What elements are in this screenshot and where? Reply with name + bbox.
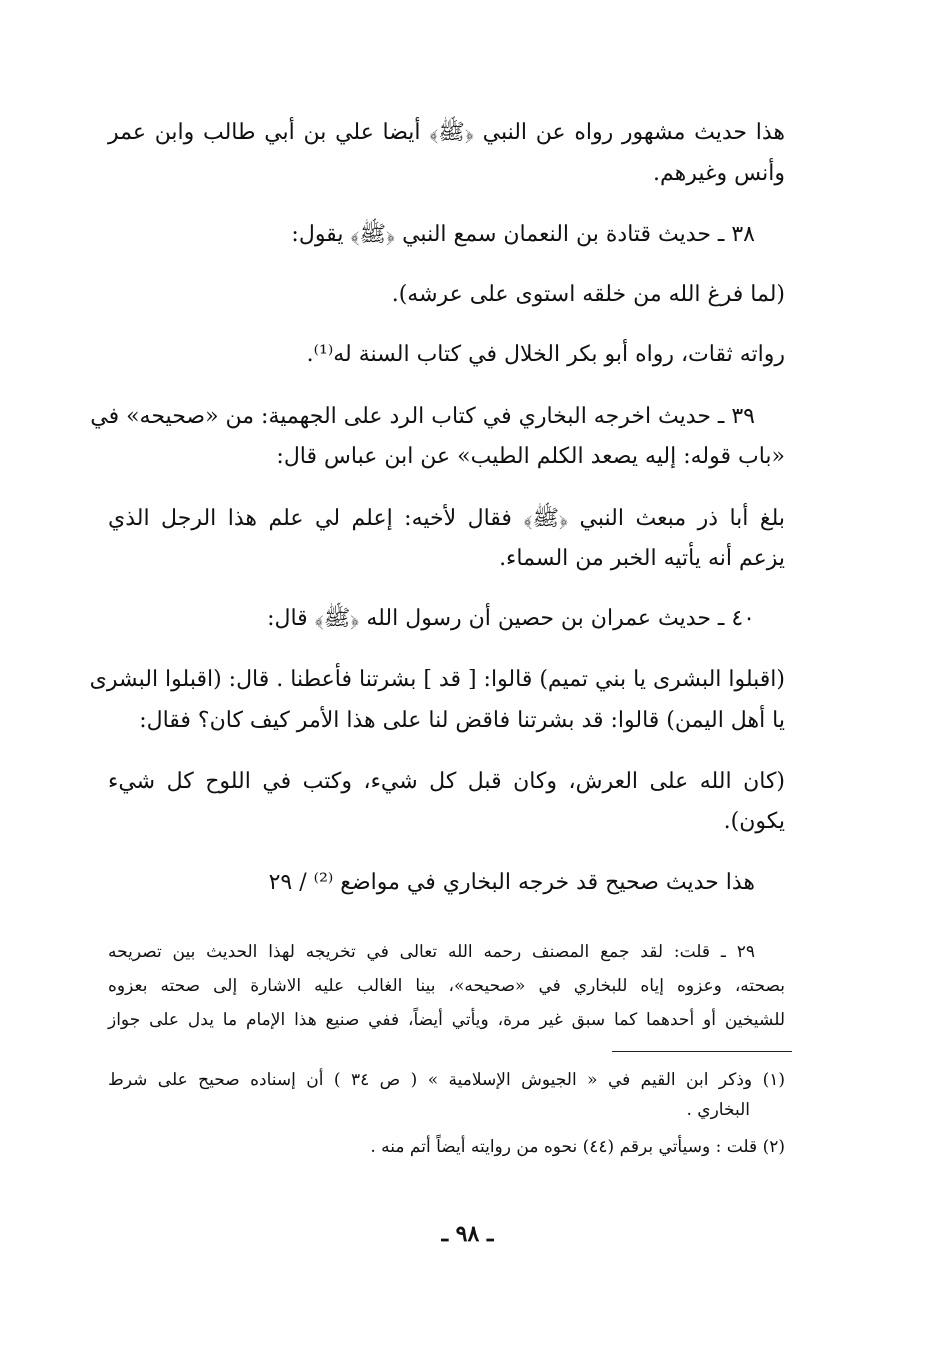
hadith-39-heading-line-2: «باب قوله: إليه يصعد الكلم الطيب» عن ابن عباس قال: — [276, 444, 785, 469]
hadith-40-text-line-4: يكون). — [723, 809, 785, 834]
commentary-line-2: بصحته، وعزوه إياه للبخاري في «صحيحه»، بينا الغالب عليه الاشارة إلى صحته بعزوه — [108, 976, 785, 996]
footnote-1-line-1: (١) وذكر ابن القيم في « الجيوش الإسلامية » ( ص ٣٤ ) أن إسناده صحيح على شرط — [108, 1070, 785, 1090]
paragraph-1-line-1: هذا حديث مشهور رواه عن النبي ﴿ﷺ﴾ أيضا علي بن أبي طالب وابن عمر — [108, 120, 785, 145]
hadith-40-text-line-1: (اقبلوا البشرى يا بني تميم) قالوا: [ قد ] بشرتنا فأعطنا . قال: (اقبلوا البشرى — [89, 667, 785, 692]
hadith-40-note: هذا حديث صحيح قد خرجه البخاري في مواضع ⁽²⁾ / ٢٩ — [268, 870, 755, 895]
hadith-40-text-line-3: (كان الله على العرش، وكان قبل كل شيء، وكتب في اللوح كل شيء — [108, 769, 785, 794]
page-number: ـ ٩٨ ـ — [441, 1221, 494, 1247]
commentary-line-1: ٢٩ ـ قلت: لقد جمع المصنف رحمه الله تعالى في تخريجه لهذا الحديث بين تصريحه — [108, 942, 755, 962]
hadith-38-heading: ٣٨ ـ حديث قتادة بن النعمان سمع النبي ﴿ﷺ﴾ يقول: — [291, 222, 755, 247]
commentary-line-3: للشيخين أو أحدهما كما سبق غير مرة، ويأتي أيضاً، ففي صنيع هذا الإمام ما يدل على جواز — [108, 1010, 785, 1030]
footnote-separator — [612, 1051, 792, 1052]
hadith-39-text-line-2: يزعم أنه يأتيه الخبر من السماء. — [499, 546, 785, 571]
hadith-39-text-line-1: بلغ أبا ذر مبعث النبي ﴿ﷺ﴾ فقال لأخيه: إعلم لي علم هذا الرجل الذي — [108, 506, 785, 531]
hadith-38-narration: رواته ثقات، رواه أبو بكر الخلال في كتاب السنة له⁽¹⁾. — [306, 342, 785, 367]
hadith-40-text-line-2: يا أهل اليمن) قالوا: قد بشرتنا فاقض لنا على هذا الأمر كيف كان؟ فقال: — [139, 708, 785, 733]
footnote-2: (٢) قلت : وسيأتي برقم (٤٤) نحوه من روايته أيضاً أتم منه . — [370, 1137, 785, 1157]
hadith-39-heading-line-1: ٣٩ ـ حديث اخرجه البخاري في كتاب الرد على الجهمية: من «صحيحه» في — [90, 404, 755, 429]
hadith-38-text: (لما فرغ الله من خلقه استوى على عرشه). — [391, 282, 785, 307]
hadith-40-heading: ٤٠ ـ حديث عمران بن حصين أن رسول الله ﴿ﷺ﴾ قال: — [267, 606, 755, 631]
paragraph-1-line-2: وأنس وغيرهم. — [652, 161, 785, 186]
footnote-1-line-2: البخاري . — [686, 1100, 750, 1120]
